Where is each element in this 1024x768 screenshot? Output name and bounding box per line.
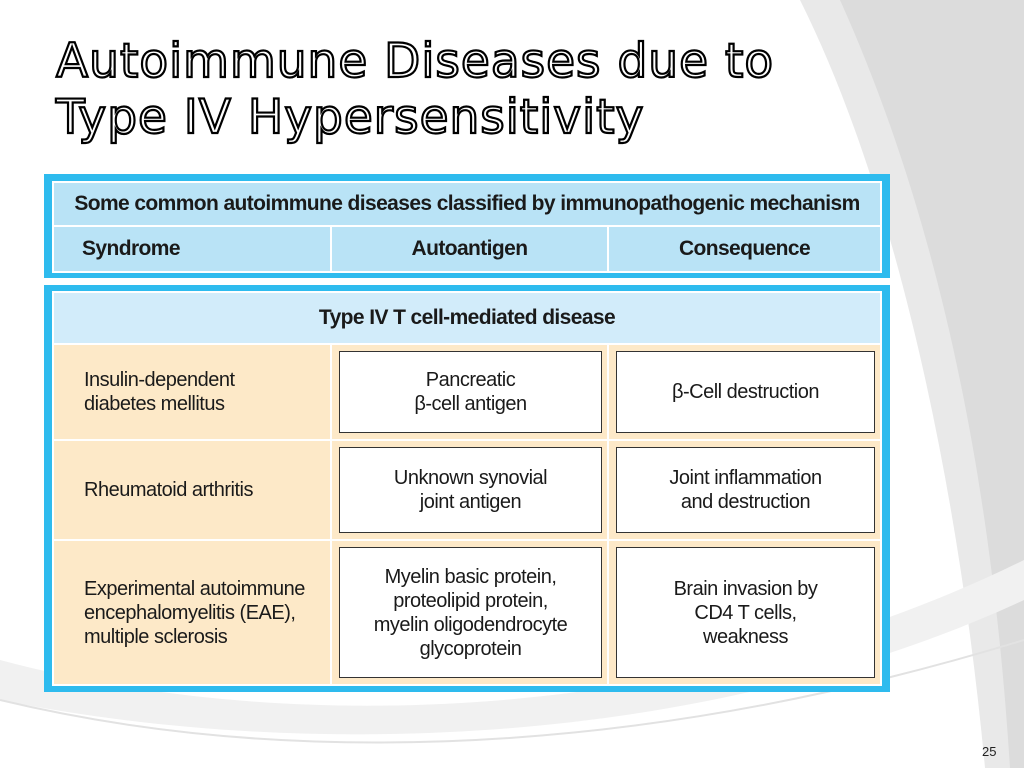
syndrome-cell: Experimental autoimmune encephalomyelitis (EAE), multiple sclerosis	[54, 541, 330, 684]
table-row	[54, 541, 880, 684]
consequence-cell: Brain invasion by CD4 T cells, weakness	[616, 547, 875, 678]
consequence-cell: β-Cell destruction	[616, 351, 875, 433]
table-caption: Some common autoimmune diseases classified by immunopathogenic mechanism	[54, 183, 880, 225]
table-figure	[44, 174, 890, 692]
consequence-cell: Joint inflammation and destruction	[616, 447, 875, 533]
table-row	[54, 441, 880, 539]
table-row	[54, 345, 880, 439]
table-header-frame	[44, 174, 890, 278]
column-headers	[54, 227, 880, 271]
autoantigen-cell: Pancreatic β-cell antigen	[339, 351, 602, 433]
slide-title	[56, 34, 774, 146]
title-line-1: Autoimmune Diseases due to	[56, 34, 775, 89]
page-number: 25	[982, 744, 997, 759]
autoantigen-cell: Myelin basic protein, proteolipid protein, myelin oligodendrocyte glycoprotein	[339, 547, 602, 678]
section-heading: Type IV T cell-mediated disease	[54, 293, 880, 343]
syndrome-cell: Insulin-dependent diabetes mellitus	[54, 345, 330, 439]
title-line-2: Type IV Hypersensitivity	[56, 90, 645, 145]
syndrome-cell: Rheumatoid arthritis	[54, 441, 330, 539]
column-header-syndrome: Syndrome	[54, 227, 330, 271]
column-header-autoantigen: Autoantigen	[332, 227, 607, 271]
table-body-frame	[44, 285, 890, 692]
column-header-consequence: Consequence	[609, 227, 880, 271]
autoantigen-cell: Unknown synovial joint antigen	[339, 447, 602, 533]
